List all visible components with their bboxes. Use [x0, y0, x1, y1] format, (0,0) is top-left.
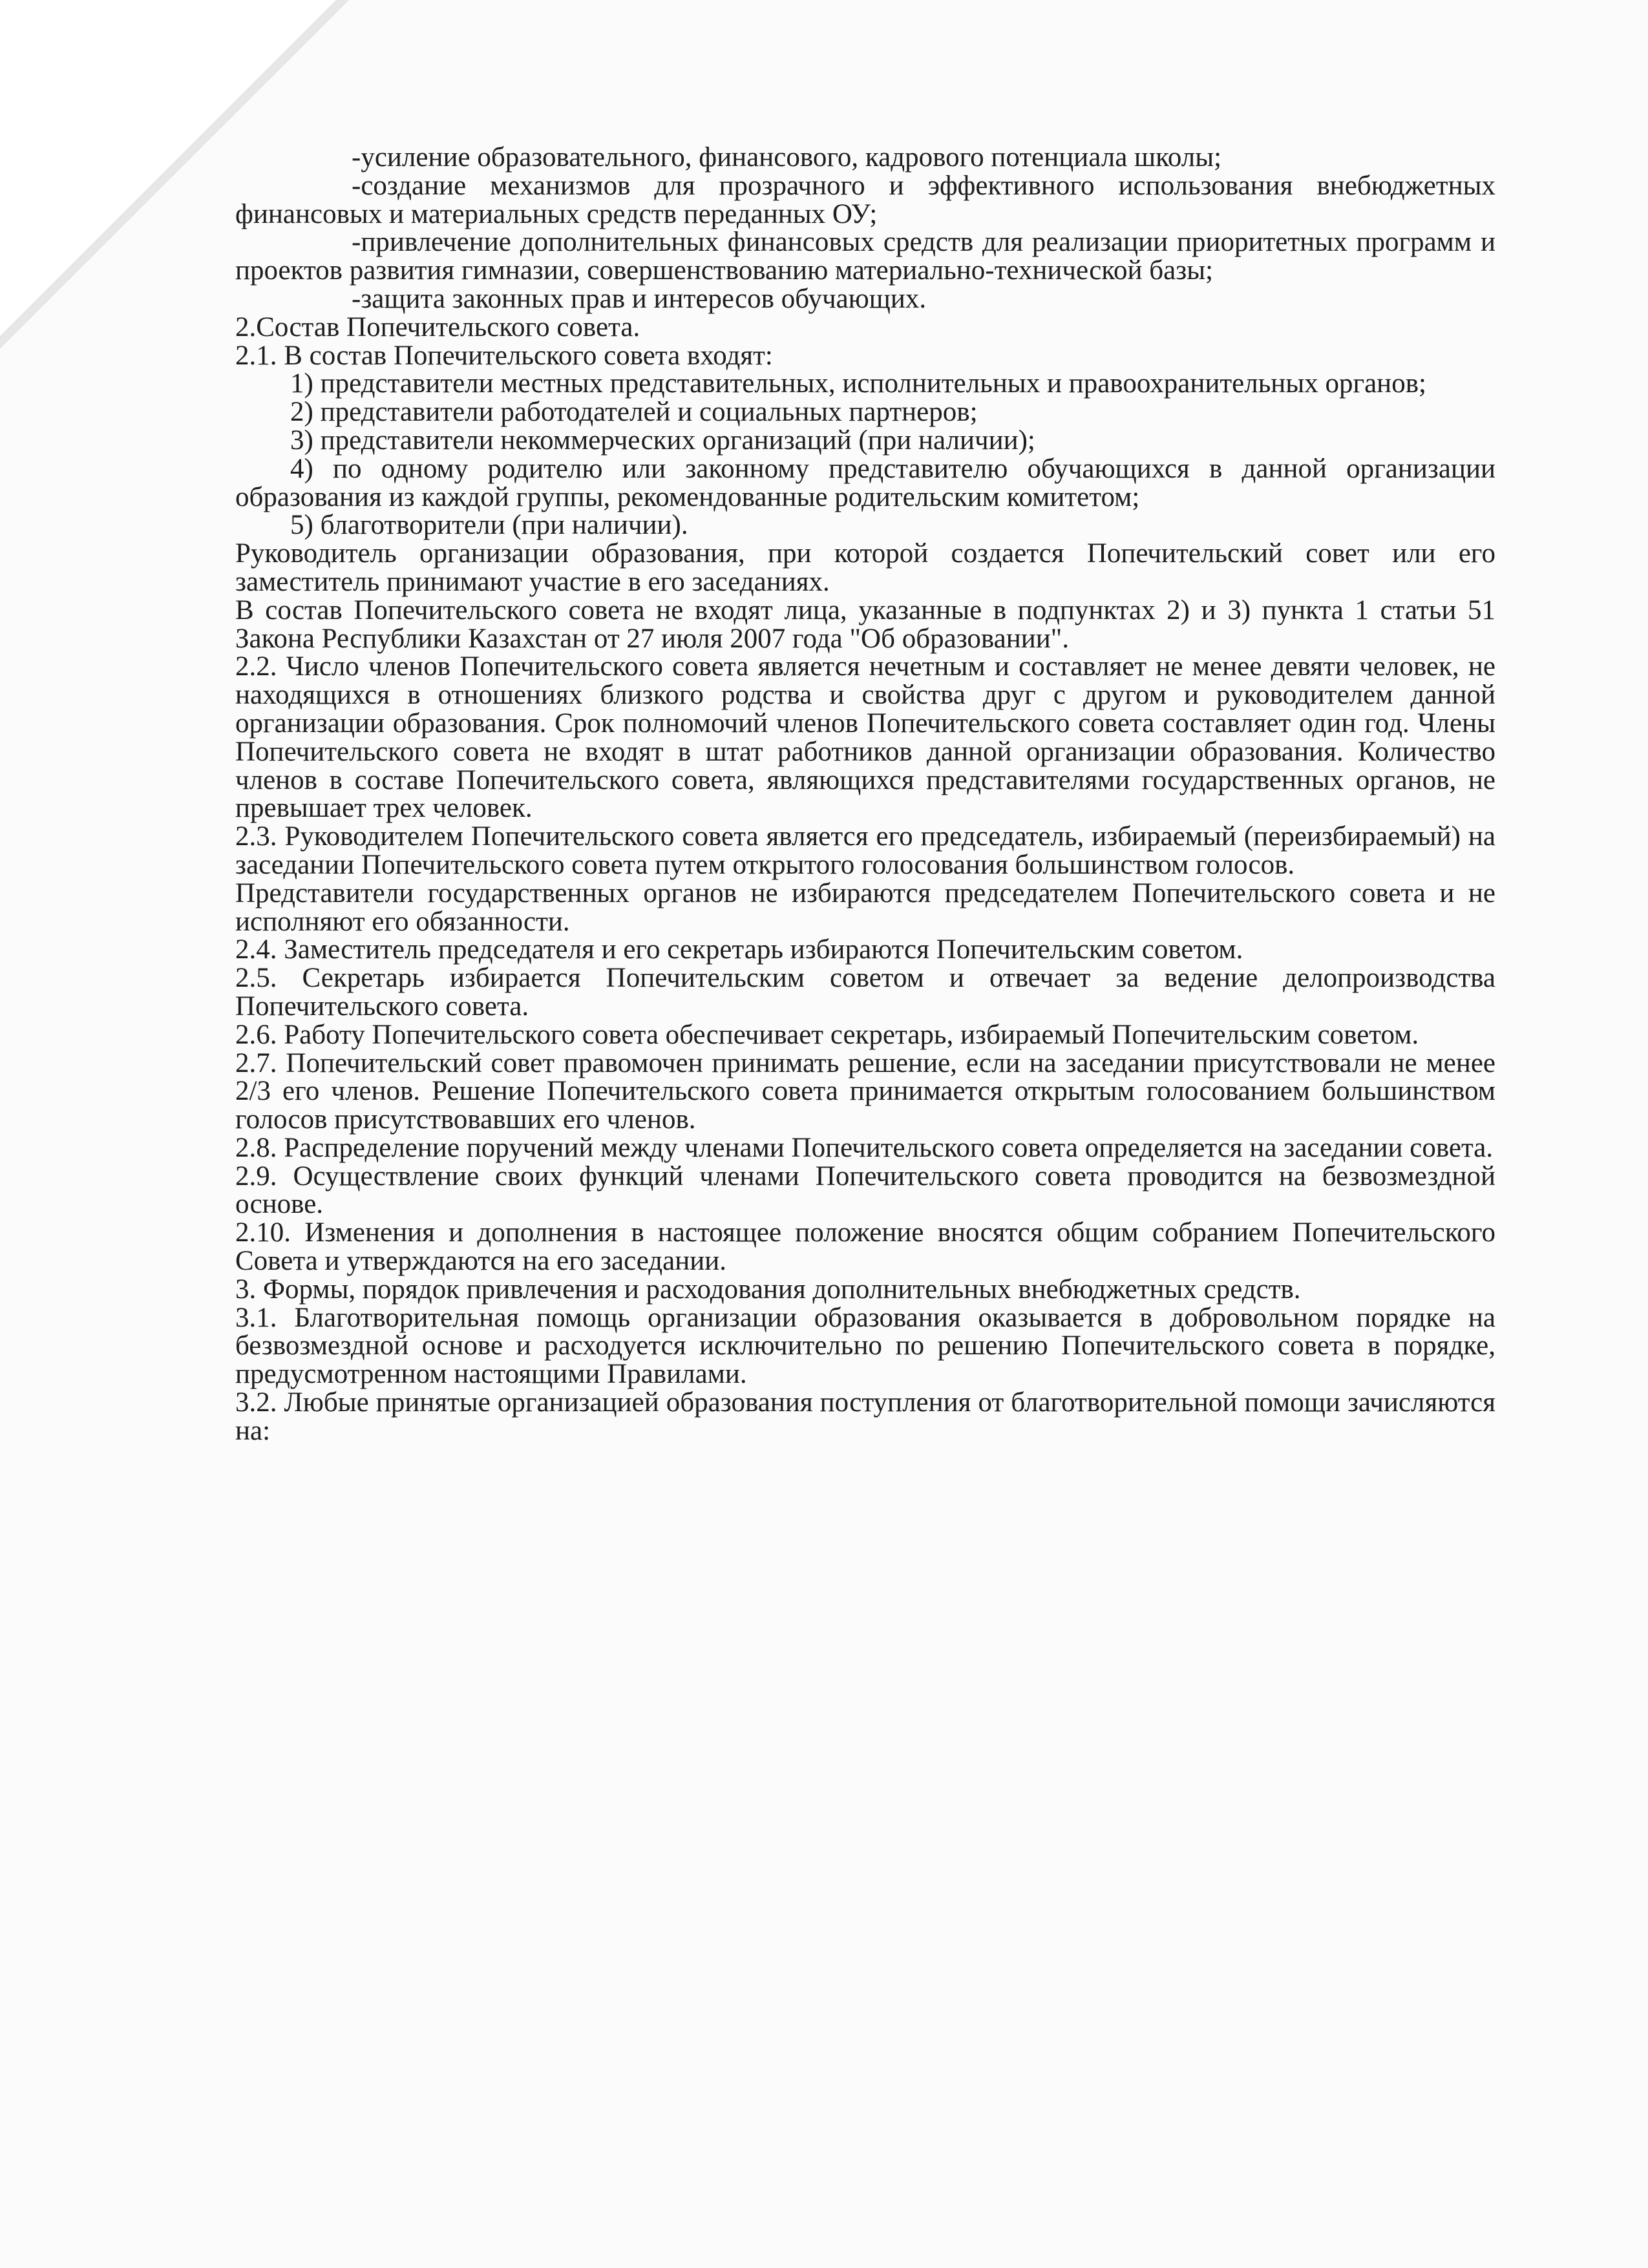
document-paragraph: 5) благотворители (при наличии). [290, 510, 688, 541]
document-paragraph: 4) по одному родителю или законному представителю обучающихся в данной организации образования из каждой группы, рекомендованные родительским комитетом; [235, 453, 1495, 512]
document-paragraph: -усиление образовательного, финансового, кадрового потенциала школы; [352, 142, 1222, 173]
document-paragraph: 3. Формы, порядок привлечения и расходования дополнительных внебюджетных средств. [235, 1274, 1301, 1305]
document-paragraph: 2.3. Руководителем Попечительского совета является его председатель, избираемый (переизбираемый) на заседании Попечительского совета путем открытого голосования большинством голосов. [235, 821, 1495, 880]
document-paragraph: -привлечение дополнительных финансовых средств для реализации приоритетных программ и проектов развития гимназии, совершенствованию материально-технической базы; [235, 227, 1495, 286]
document-paragraph: 2.2. Число членов Попечительского совета является нечетным и составляет не менее девяти человек, не находящихся в отношениях близкого родства и свойства друг с другом и руководителем данной организации образования. Срок полномочий членов Попечительского совета составляет один год. Члены Попечительского совета не входят в штат работников данной организации образования. Количество членов в составе Попечительского совета, являющихся представителями государственных органов, не превышает трех человек. [235, 651, 1495, 824]
document-paragraph: 2.4. Заместитель председателя и его секретарь избираются Попечительским советом. [235, 934, 1243, 965]
document-paragraph: -защита законных прав и интересов обучающих. [352, 283, 927, 314]
document-paragraph: Представители государственных органов не избираются председателем Попечительского совета и не исполняют его обязанности. [235, 877, 1495, 937]
document-paragraph: 1) представители местных представительных, исполнительных и правоохранительных органов; [290, 368, 1426, 399]
document-paragraph: 2.6. Работу Попечительского совета обеспечивает секретарь, избираемый Попечительским советом. [235, 1019, 1419, 1050]
document-paragraph: 2.1. В состав Попечительского совета входят: [235, 340, 773, 371]
document-paragraph: 2.8. Распределение поручений между членами Попечительского совета определяется на заседании совета. [235, 1132, 1494, 1163]
document-paragraph: В состав Попечительского совета не входят лица, указанные в подпунктах 2) и 3) пункта 1 статьи 51 Закона Республики Казахстан от 27 июля 2007 года "Об образовании". [235, 594, 1495, 654]
document-paragraph: 2) представители работодателей и социальных партнеров; [290, 397, 978, 428]
document-paragraph: 2.9. Осуществление своих функций членами Попечительского совета проводится на безвозмездной основе. [235, 1160, 1495, 1220]
document-paragraph: -создание механизмов для прозрачного и эффективного использования внебюджетных финансовых и материальных средств переданных ОУ; [235, 170, 1495, 229]
document-paragraph: 3) представители некоммерческих организаций (при наличии); [290, 425, 1035, 456]
document-paragraph: 2.10. Изменения и дополнения в настоящее положение вносятся общим собранием Попечительского Совета и утверждаются на его заседании. [235, 1217, 1495, 1277]
document-paragraph: 2.7. Попечительский совет правомочен принимать решение, если на заседании присутствовали не менее 2/3 его членов. Решение Попечительского совета принимается открытым голосованием большинством голосов присутствовавших его членов. [235, 1047, 1495, 1135]
document-paragraph: 2.5. Секретарь избирается Попечительским советом и отвечает за ведение делопроизводства Попечительского совета. [235, 963, 1495, 1022]
document-text [235, 143, 1495, 1445]
document-paragraph: 2.Состав Попечительского совета. [235, 311, 640, 342]
document-paragraph: 3.1. Благотворительная помощь организации образования оказывается в добровольном порядке на безвозмездной основе и расходуется исключительно по решению Попечительского совета в порядке, предусмотренном настоящими Правилами. [235, 1302, 1495, 1390]
document-paragraph: Руководитель организации образования, при которой создается Попечительский совет или его заместитель принимают участие в его заседаниях. [235, 538, 1495, 597]
document-paragraph: 3.2. Любые принятые организацией образования поступления от благотворительной помощи зачисляются на: [235, 1387, 1495, 1446]
